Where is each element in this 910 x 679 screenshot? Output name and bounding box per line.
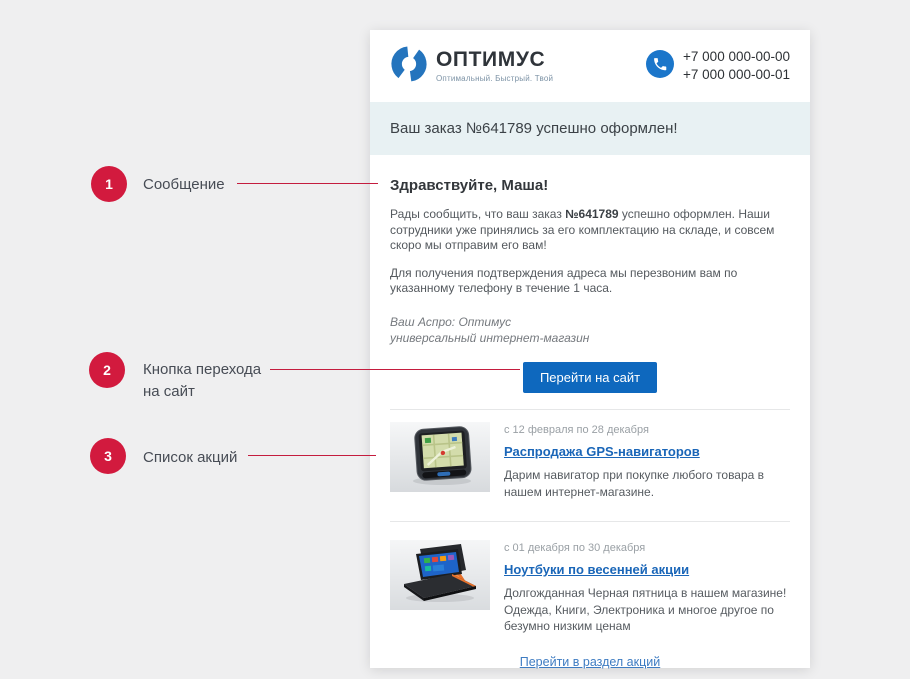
promo-description: Дарим навигатор при покупке любого товара в нашем интернет-магазине. [504,468,765,499]
annotation-label-message: Сообщение [143,176,225,193]
promo-content [504,540,790,635]
cta-button-row [390,362,790,393]
promo-link-laptops[interactable]: Ноутбуки по весенней акции [504,561,690,577]
annotation-label-promos-list: Список акций [143,449,238,466]
promo-description: Долгожданная Черная пятница в нашем магазине! Одежда, Книги, Электроника и многое другое по безумно низким ценам [504,585,787,634]
promos-list [370,410,810,671]
store-logo [390,45,553,88]
header-phones [646,48,790,84]
laptops-promo-image[interactable] [390,540,490,610]
phone-number-1: +7 000 000-00-00 [683,48,790,64]
message-paragraph-2: Для получения подтверждения адреса мы перезвоним вам по указанному телефону в течение 1 часа. [390,265,738,296]
logo-tagline: Оптимальный. Быстрый. Твой [436,73,554,83]
message-paragraph-1: Рады сообщить, что ваш заказ №641789 успешно оформлен. Наши сотрудники уже принялись за его комплектацию на складе, и совсем скоро мы отправим его вам! [390,207,775,253]
promo-item-laptops [390,540,790,635]
greeting-text: Здравствуйте, Маша! [390,177,549,194]
promo-link-gps[interactable]: Распродажа GPS-навигаторов [504,444,700,460]
phone-number-2: +7 000 000-00-01 [683,67,790,82]
email-header [370,30,810,102]
signature [390,315,790,346]
logo-name: ОПТИМУС [436,48,546,72]
optimus-logo-icon [390,45,428,88]
annotation-badge-1: 1 [91,166,127,202]
gps-navigator-promo-image[interactable] [390,422,490,492]
annotation-connector-line-2 [270,369,520,370]
annotation-label-cta-button: Кнопка перехода на сайт [143,361,262,400]
go-to-site-button[interactable]: Перейти на сайт [523,362,657,393]
promo-item-gps [390,422,790,501]
annotation-connector-line-1 [237,183,378,184]
annotation-badge-3: 3 [90,438,126,474]
divider [390,521,790,522]
footer-link-row [390,653,790,671]
order-number-bold: №641789 [565,207,619,221]
promo-dates: с 12 февраля по 28 декабря [504,424,649,437]
signature-line-1: Ваш Аспро: Оптимус [390,314,512,329]
logo-text-block [436,49,553,82]
annotation-connector-line-3 [248,455,376,456]
annotation-badge-2: 2 [89,352,125,388]
promo-content [504,422,790,501]
email-template-window [370,30,810,668]
phone-icon [646,50,674,83]
message-body [370,155,810,410]
phone-numbers [683,48,790,84]
signature-line-2: универсальный интернет-магазин [390,330,590,345]
promos-section-link[interactable]: Перейти в раздел акций [519,655,661,670]
order-status-banner: Ваш заказ №641789 успешно оформлен! [370,102,810,155]
promo-dates: с 01 декабря по 30 декабря [504,541,646,554]
